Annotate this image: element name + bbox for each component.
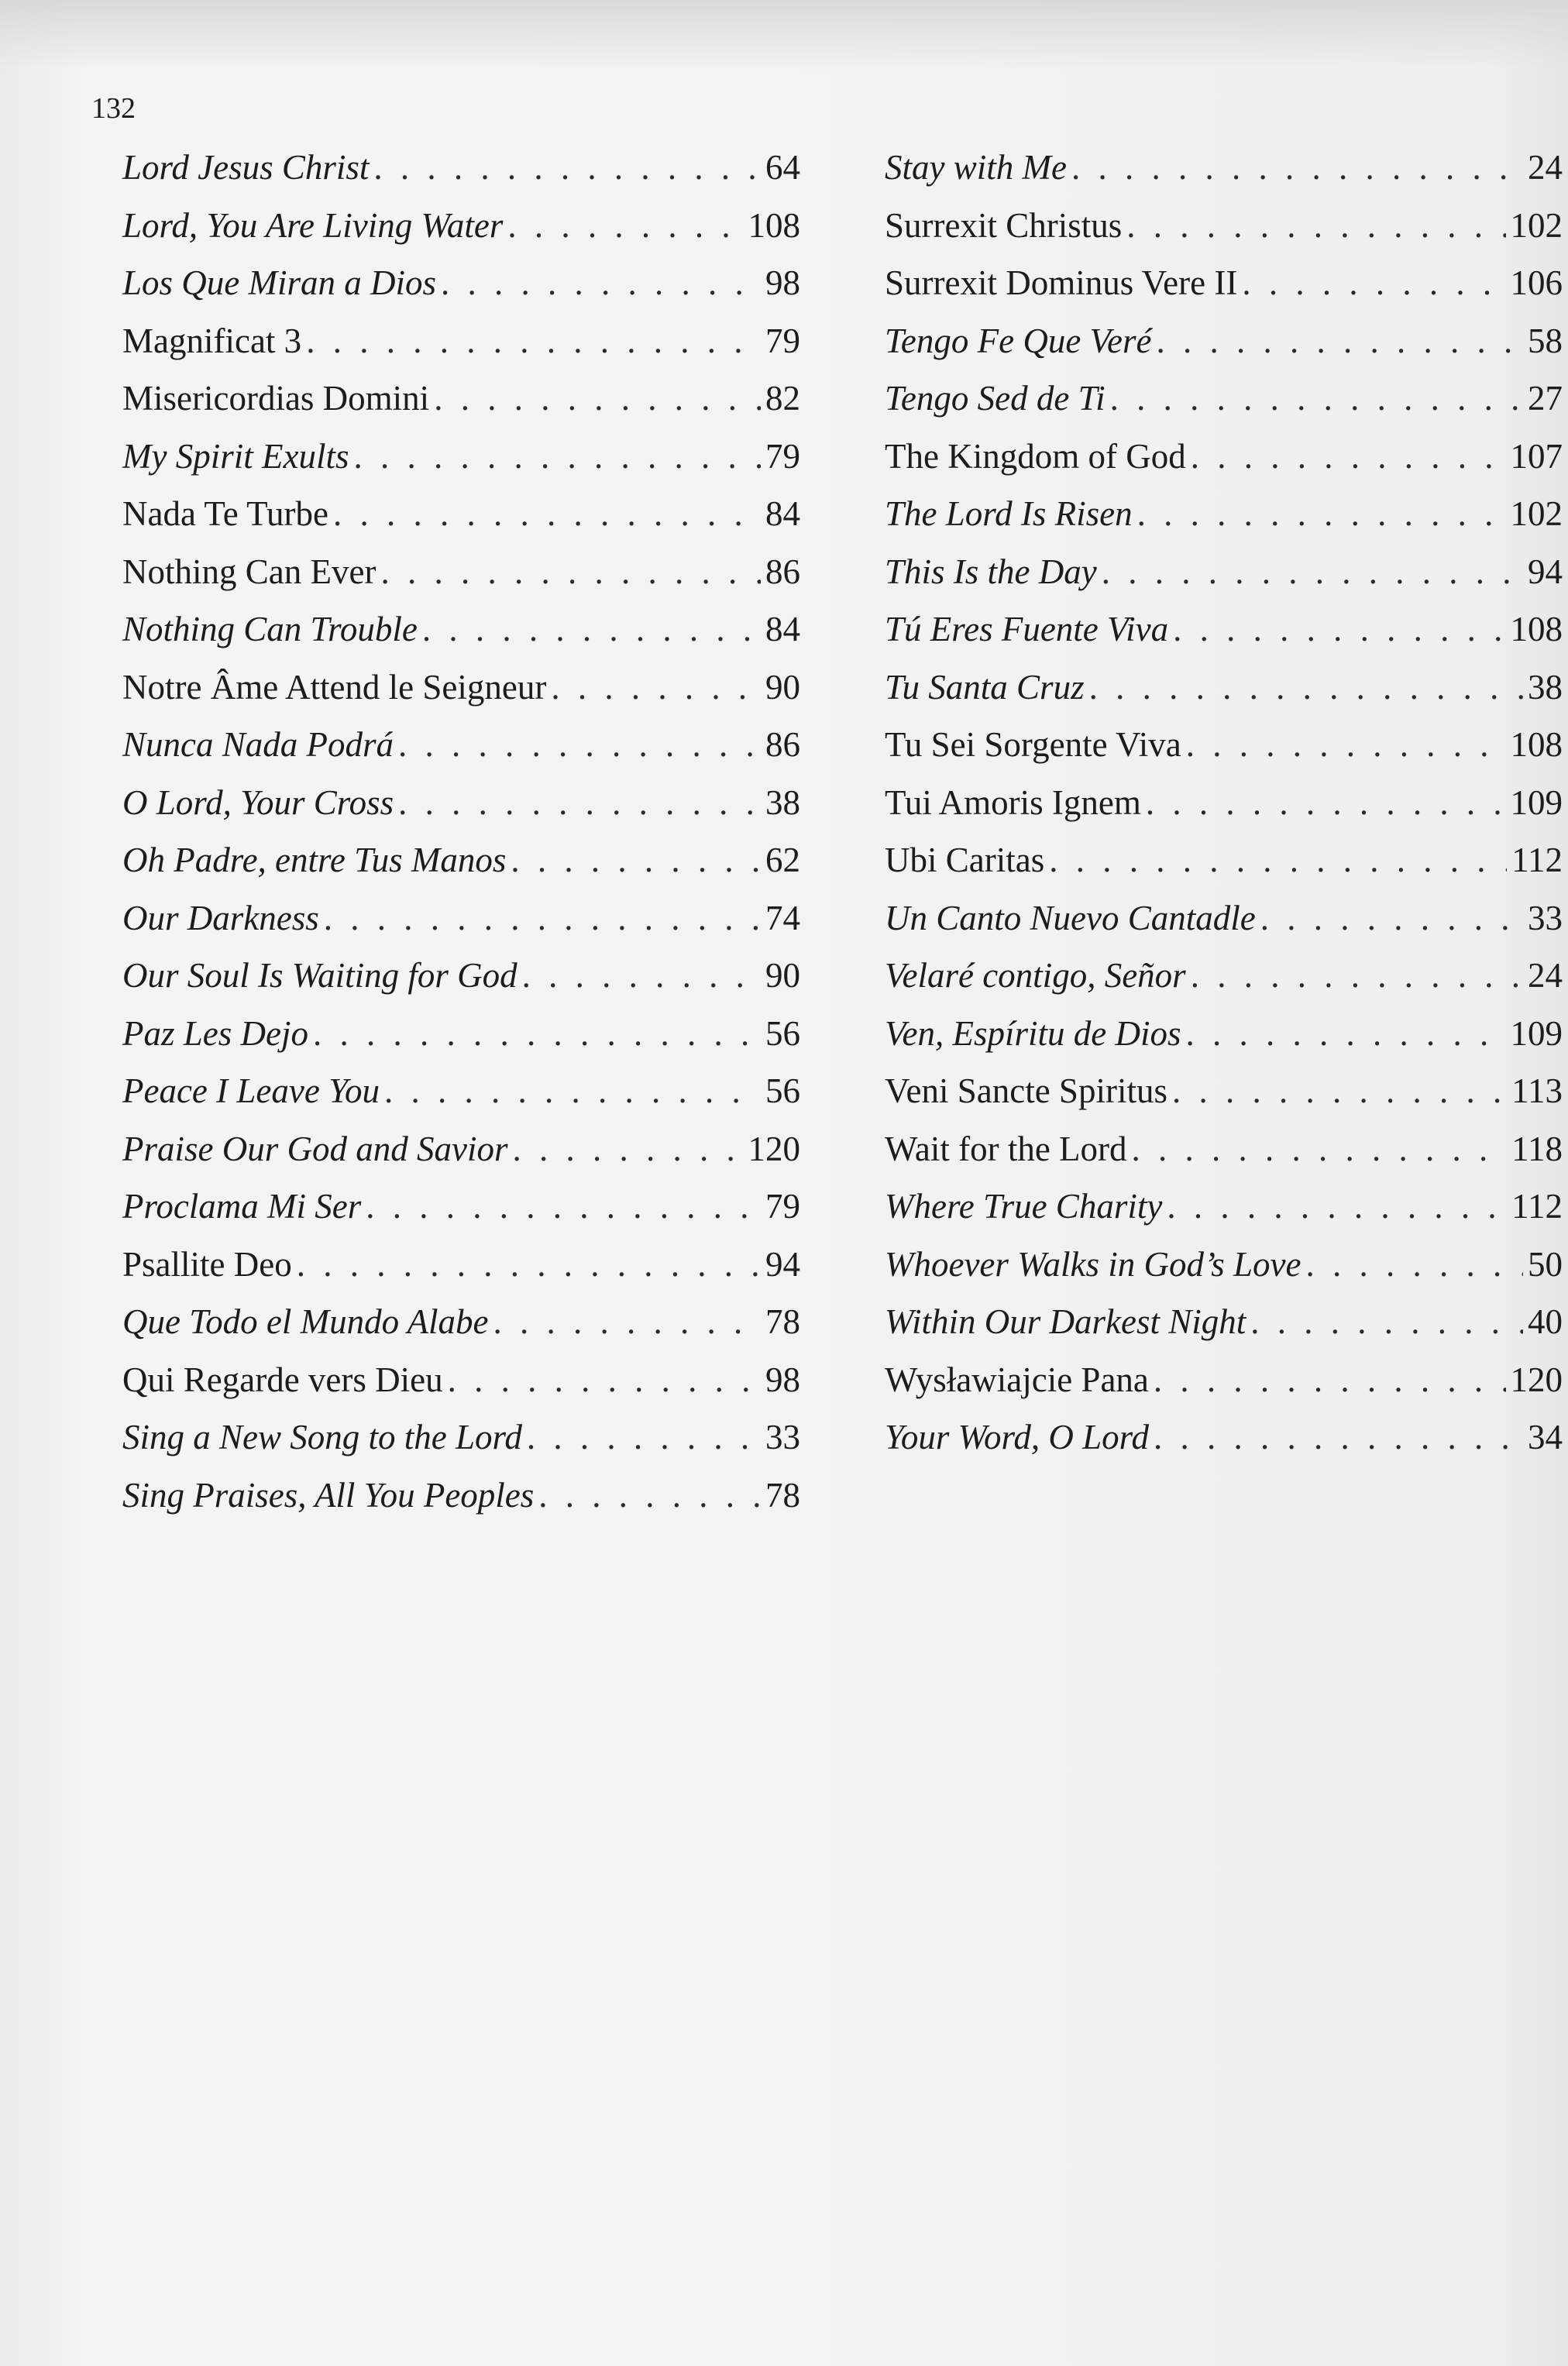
dot-leader <box>493 1302 761 1342</box>
page-edge-shadow <box>0 0 1568 70</box>
index-entry <box>122 1417 800 1475</box>
index-entry <box>885 552 1563 610</box>
dot-leader <box>441 263 761 303</box>
entry-title: Velaré contigo, Señor <box>885 956 1186 995</box>
entry-title: Veni Sancte Spiritus <box>885 1071 1167 1110</box>
dot-leader <box>1260 898 1523 938</box>
index-entry <box>885 667 1563 725</box>
entry-title: Sing Praises, All You Peoples <box>122 1475 535 1515</box>
index-entry <box>122 1071 800 1129</box>
index-entry <box>885 1302 1563 1360</box>
entry-title: Tu Sei Sorgente Viva <box>885 725 1181 764</box>
entry-title: Nothing Can Trouble <box>122 610 418 648</box>
page-number: 132 <box>91 92 136 125</box>
entry-page-number: 56 <box>765 1071 800 1110</box>
index-entry <box>122 1244 800 1302</box>
index-entry <box>885 609 1563 667</box>
index-entry <box>885 1013 1563 1071</box>
dot-leader <box>1146 782 1506 823</box>
entry-title: Whoever Walks in God’s Love <box>885 1244 1302 1284</box>
dot-leader <box>1110 378 1523 418</box>
index-entry <box>885 1129 1563 1187</box>
dot-leader <box>434 378 761 418</box>
entry-page-number: 86 <box>765 725 800 764</box>
dot-leader <box>538 1475 761 1515</box>
entry-title: Oh Padre, entre Tus Manos <box>122 841 507 879</box>
index-entry <box>122 147 800 205</box>
entry-page-number: 120 <box>1510 1360 1563 1399</box>
index-entry <box>122 1186 800 1244</box>
entry-title: My Spirit Exults <box>122 436 349 476</box>
entry-title: Nothing Can Ever <box>122 552 377 591</box>
entry-page-number: 78 <box>765 1302 800 1341</box>
dot-leader <box>507 205 743 246</box>
entry-title: Tui Amoris Ignem <box>885 782 1141 822</box>
index-entry <box>122 1475 800 1533</box>
dot-leader <box>527 1417 761 1457</box>
dot-leader <box>1185 1013 1505 1054</box>
dot-leader <box>1186 724 1506 765</box>
entry-page-number: 62 <box>765 841 800 879</box>
entry-title: Que Todo el Mundo Alabe <box>122 1302 489 1341</box>
index-entry <box>122 205 800 263</box>
dot-leader <box>306 321 761 361</box>
dot-leader <box>398 782 761 823</box>
entry-page-number: 120 <box>748 1129 800 1168</box>
entry-page-number: 24 <box>1528 956 1563 995</box>
entry-title: Stay with Me <box>885 148 1067 187</box>
entry-title: Your Word, O Lord <box>885 1418 1149 1456</box>
entry-title: Tengo Fe Que Veré <box>885 321 1152 360</box>
entry-title: Wysławiajcie Pana <box>885 1360 1149 1399</box>
entry-page-number: 102 <box>1510 494 1563 533</box>
entry-page-number: 112 <box>1511 841 1563 879</box>
entry-title: Psallite Deo <box>122 1244 292 1284</box>
dot-leader <box>511 840 761 880</box>
entry-title: Nunca Nada Podrá <box>122 725 394 764</box>
entry-page-number: 78 <box>765 1475 800 1515</box>
entry-page-number: 107 <box>1510 436 1563 476</box>
index-entry <box>885 205 1563 263</box>
entry-page-number: 38 <box>1528 667 1563 707</box>
index-entry <box>122 1302 800 1360</box>
index-entry <box>885 724 1563 782</box>
index-column-left <box>122 147 800 1532</box>
index-entry <box>122 724 800 782</box>
entry-page-number: 38 <box>765 782 800 822</box>
index-entry <box>122 782 800 841</box>
entry-title: Magnificat 3 <box>122 321 302 360</box>
entry-page-number: 108 <box>1510 610 1563 648</box>
index-entry <box>885 1417 1563 1475</box>
entry-page-number: 113 <box>1511 1071 1563 1110</box>
entry-title: Ubi Caritas <box>885 841 1045 879</box>
entry-title: Ven, Espíritu de Dios <box>885 1013 1181 1053</box>
index-column-right <box>885 147 1563 1475</box>
dot-leader <box>551 667 761 707</box>
entry-title: This Is the Day <box>885 552 1097 591</box>
dot-leader <box>380 552 761 592</box>
index-entry <box>122 1013 800 1071</box>
entry-page-number: 90 <box>765 667 800 707</box>
dot-leader <box>313 1013 761 1054</box>
dot-leader <box>1049 840 1507 880</box>
dot-leader <box>1071 147 1523 187</box>
dot-leader <box>1126 205 1505 246</box>
entry-page-number: 24 <box>1528 148 1563 187</box>
index-entry <box>885 263 1563 321</box>
entry-page-number: 109 <box>1510 782 1563 822</box>
index-entry <box>885 782 1563 841</box>
dot-leader <box>1191 436 1506 476</box>
entry-title: Within Our Darkest Night <box>885 1302 1246 1341</box>
index-entry <box>122 493 800 552</box>
entry-page-number: 98 <box>765 263 800 302</box>
dot-leader <box>1154 1417 1523 1457</box>
entry-page-number: 108 <box>748 205 800 245</box>
entry-title: Un Canto Nuevo Cantadle <box>885 898 1256 937</box>
entry-page-number: 79 <box>765 321 800 360</box>
entry-title: Paz Les Dejo <box>122 1013 308 1053</box>
entry-page-number: 84 <box>765 494 800 533</box>
index-entry <box>122 1360 800 1418</box>
dot-leader <box>384 1071 761 1111</box>
entry-page-number: 98 <box>765 1360 800 1399</box>
dot-leader <box>1305 1244 1523 1284</box>
entry-page-number: 40 <box>1528 1302 1563 1341</box>
entry-page-number: 118 <box>1511 1129 1563 1168</box>
index-entry <box>122 378 800 436</box>
index-entry <box>885 436 1563 494</box>
entry-page-number: 108 <box>1510 725 1563 764</box>
entry-title: O Lord, Your Cross <box>122 782 394 822</box>
index-entry <box>122 609 800 667</box>
index-entry <box>122 321 800 379</box>
index-entry <box>885 1360 1563 1418</box>
entry-page-number: 112 <box>1511 1187 1563 1226</box>
index-entry <box>885 1244 1563 1302</box>
entry-title: Surrexit Christus <box>885 205 1123 245</box>
dot-leader <box>1173 609 1505 649</box>
index-entry <box>885 1186 1563 1244</box>
entry-title: Peace I Leave You <box>122 1071 380 1110</box>
index-entry <box>885 898 1563 956</box>
dot-leader <box>1154 1360 1506 1400</box>
entry-page-number: 102 <box>1510 205 1563 245</box>
entry-page-number: 33 <box>765 1418 800 1456</box>
dot-leader <box>1250 1302 1523 1342</box>
index-entry <box>885 147 1563 205</box>
index-entry <box>122 1129 800 1187</box>
entry-title: The Lord Is Risen <box>885 494 1133 533</box>
entry-page-number: 84 <box>765 610 800 648</box>
entry-page-number: 56 <box>765 1013 800 1053</box>
dot-leader <box>522 955 761 996</box>
dot-leader <box>373 147 761 187</box>
entry-title: Tengo Sed de Ti <box>885 379 1106 418</box>
entry-page-number: 33 <box>1528 898 1563 937</box>
index-entry <box>122 552 800 610</box>
dot-leader <box>333 493 761 534</box>
entry-page-number: 50 <box>1528 1244 1563 1284</box>
entry-title: Our Darkness <box>122 898 319 937</box>
entry-title: Tú Eres Fuente Viva <box>885 610 1169 648</box>
entry-page-number: 34 <box>1528 1418 1563 1456</box>
dot-leader <box>1157 321 1523 361</box>
entry-page-number: 106 <box>1510 263 1563 302</box>
entry-title: Notre Âme Attend le Seigneur <box>122 667 547 707</box>
dot-leader <box>366 1186 761 1226</box>
index-entry <box>122 955 800 1013</box>
dot-leader <box>1191 955 1523 996</box>
entry-page-number: 64 <box>765 148 800 187</box>
entry-page-number: 94 <box>765 1244 800 1284</box>
entry-page-number: 27 <box>1528 379 1563 418</box>
entry-title: Lord Jesus Christ <box>122 148 370 187</box>
index-entry <box>122 898 800 956</box>
index-entry <box>122 263 800 321</box>
dot-leader <box>1132 1129 1508 1169</box>
dot-leader <box>1242 263 1505 303</box>
dot-leader <box>353 436 761 476</box>
dot-leader <box>297 1244 761 1284</box>
dot-leader <box>1172 1071 1507 1111</box>
entry-title: Where True Charity <box>885 1187 1163 1226</box>
entry-page-number: 109 <box>1510 1013 1563 1053</box>
index-entry <box>885 321 1563 379</box>
entry-title: Our Soul Is Waiting for God <box>122 956 518 995</box>
index-entry <box>885 493 1563 552</box>
entry-title: Tu Santa Cruz <box>885 667 1085 707</box>
dot-leader <box>512 1129 743 1169</box>
entry-page-number: 79 <box>765 436 800 476</box>
index-entry <box>885 955 1563 1013</box>
dot-leader <box>1137 493 1506 534</box>
entry-title: Misericordias Domini <box>122 379 430 418</box>
dot-leader <box>448 1360 761 1400</box>
dot-leader <box>1102 552 1523 592</box>
dot-leader <box>1167 1186 1507 1226</box>
entry-title: The Kingdom of God <box>885 436 1186 476</box>
entry-title: Qui Regarde vers Dieu <box>122 1360 443 1399</box>
index-entry <box>122 436 800 494</box>
index-entry <box>885 840 1563 898</box>
index-entry <box>885 1071 1563 1129</box>
entry-page-number: 74 <box>765 898 800 937</box>
index-entry <box>885 378 1563 436</box>
entry-page-number: 58 <box>1528 321 1563 360</box>
entry-page-number: 79 <box>765 1187 800 1226</box>
entry-title: Lord, You Are Living Water <box>122 205 504 245</box>
entry-page-number: 82 <box>765 379 800 418</box>
index-entry <box>122 667 800 725</box>
entry-title: Los Que Miran a Dios <box>122 263 437 302</box>
entry-page-number: 86 <box>765 552 800 591</box>
dot-leader <box>398 724 761 765</box>
entry-title: Praise Our God and Savior <box>122 1129 508 1168</box>
entry-page-number: 94 <box>1528 552 1563 591</box>
dot-leader <box>1089 667 1523 707</box>
entry-title: Proclama Mi Ser <box>122 1187 362 1226</box>
index-entry <box>122 840 800 898</box>
entry-title: Sing a New Song to the Lord <box>122 1418 522 1456</box>
entry-title: Surrexit Dominus Vere II <box>885 263 1238 302</box>
dot-leader <box>422 609 761 649</box>
entry-title: Nada Te Turbe <box>122 494 329 533</box>
entry-page-number: 90 <box>765 956 800 995</box>
entry-title: Wait for the Lord <box>885 1129 1127 1168</box>
dot-leader <box>324 898 761 938</box>
